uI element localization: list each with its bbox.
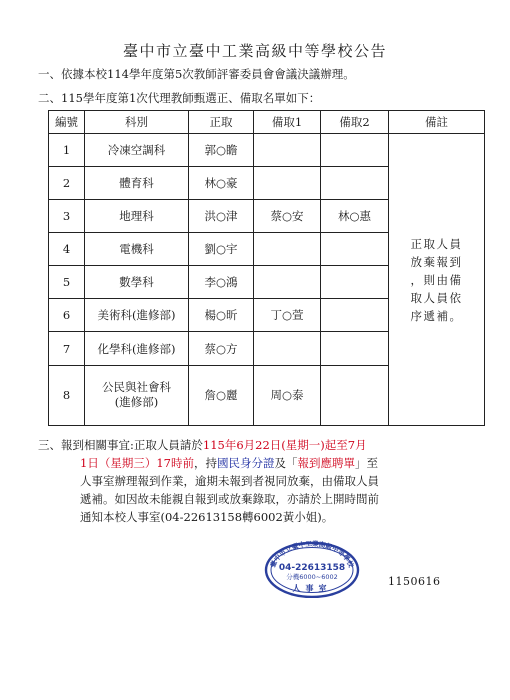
row-subject: 冷凍空調科 [85, 134, 189, 167]
row-alt1 [254, 167, 321, 200]
row-alt2 [321, 134, 389, 167]
row-alt1 [254, 134, 321, 167]
note-line: 取人員依 [410, 290, 463, 305]
note-cell [389, 134, 485, 426]
section-3-text [38, 436, 458, 526]
row-alt2 [321, 299, 389, 332]
table-header-row [49, 111, 485, 134]
row-main: 劉○宇 [189, 233, 254, 266]
note-line: ，則由備 [410, 272, 463, 287]
row-subject: 體育科 [85, 167, 189, 200]
row-number: 5 [49, 266, 85, 299]
row-main: 蔡○方 [189, 332, 254, 365]
note-line: 放棄報到 [410, 254, 463, 269]
note-line: 序遞補。 [410, 308, 463, 323]
row-number: 7 [49, 332, 85, 365]
row-alt2 [321, 167, 389, 200]
row-alt1: 周○泰 [254, 365, 321, 425]
note-line: 正取人員 [410, 236, 463, 251]
row-main: 洪○津 [189, 200, 254, 233]
row-alt1: 丁○萱 [254, 299, 321, 332]
header-number: 編號 [49, 111, 85, 134]
section-3-after-form: 」至 [354, 456, 378, 470]
header-note: 備註 [389, 111, 485, 134]
seal-ext: 分機6000~6002 [286, 573, 338, 581]
header-main: 正取 [189, 111, 254, 134]
personnel-office-seal-icon [264, 540, 360, 598]
document-code: 1150616 [388, 575, 441, 588]
row-number: 6 [49, 299, 85, 332]
row-number: 3 [49, 200, 85, 233]
table-row [49, 134, 485, 167]
row-subject: 數學科 [85, 266, 189, 299]
section-3-line3: 人事室辦理報到作業，逾期未報到者視同放棄，由備取人員 [80, 474, 379, 488]
row-main: 林○豪 [189, 167, 254, 200]
row-main: 詹○麗 [189, 365, 254, 425]
roster-table [48, 110, 485, 426]
row-alt2 [321, 233, 389, 266]
seal-phone: 04-22613158 [278, 563, 346, 573]
row-number: 4 [49, 233, 85, 266]
row-subject: 化學科(進修部) [85, 332, 189, 365]
header-subject: 科別 [85, 111, 189, 134]
deadline-end: 1日（星期三）17時前 [80, 456, 194, 470]
page-title: 臺中市立臺中工業高級中等學校公告 [122, 42, 387, 60]
seal-org: 臺中市立臺中工業高級中等學校 [268, 540, 356, 569]
row-main: 郭○瞻 [189, 134, 254, 167]
id-document: 國民身分證 [216, 456, 275, 470]
row-alt2 [321, 266, 389, 299]
row-alt1 [254, 233, 321, 266]
row-subject: 美術科(進修部) [85, 299, 189, 332]
deadline-start: 115年6月22日(星期一)起至7月 [202, 438, 367, 452]
row-subject [85, 365, 189, 425]
report-form: 報到應聘單 [297, 456, 355, 470]
header-alt2: 備取2 [321, 111, 389, 134]
row-alt2 [321, 332, 389, 365]
row-number: 1 [49, 134, 85, 167]
section-3-and: 及「 [274, 456, 298, 470]
row-alt1 [254, 332, 321, 365]
section-3-mid: ，持 [193, 456, 217, 470]
seal-dept: 人事室 [292, 584, 332, 593]
row-alt1: 蔡○安 [254, 200, 321, 233]
section-1-text: 一、依據本校114學年度第5次教師評審委員會會議決議辦理。 [38, 67, 355, 81]
row-alt2 [321, 365, 389, 425]
row-subject-line2: (進修部) [114, 395, 159, 410]
header-alt1: 備取1 [254, 111, 321, 134]
row-main: 楊○昕 [189, 299, 254, 332]
row-alt1 [254, 266, 321, 299]
row-number: 8 [49, 365, 85, 425]
section-3-line5: 通知本校人事室(04-22613158轉6002黃小姐)。 [80, 510, 334, 524]
row-number: 2 [49, 167, 85, 200]
row-subject-line1: 公民與社會科 [102, 380, 171, 395]
row-subject: 電機科 [85, 233, 189, 266]
row-main: 李○鴻 [189, 266, 254, 299]
row-subject: 地理科 [85, 200, 189, 233]
section-3-line4: 遞補。如因故未能親自報到或放棄錄取，亦請於上開時間前 [80, 492, 379, 506]
row-alt2: 林○惠 [321, 200, 389, 233]
section-3-prefix: 三、報到相關事宜:正取人員請於 [38, 438, 203, 452]
section-2-text: 二、115學年度第1次代理教師甄選正、備取名單如下： [38, 91, 321, 105]
